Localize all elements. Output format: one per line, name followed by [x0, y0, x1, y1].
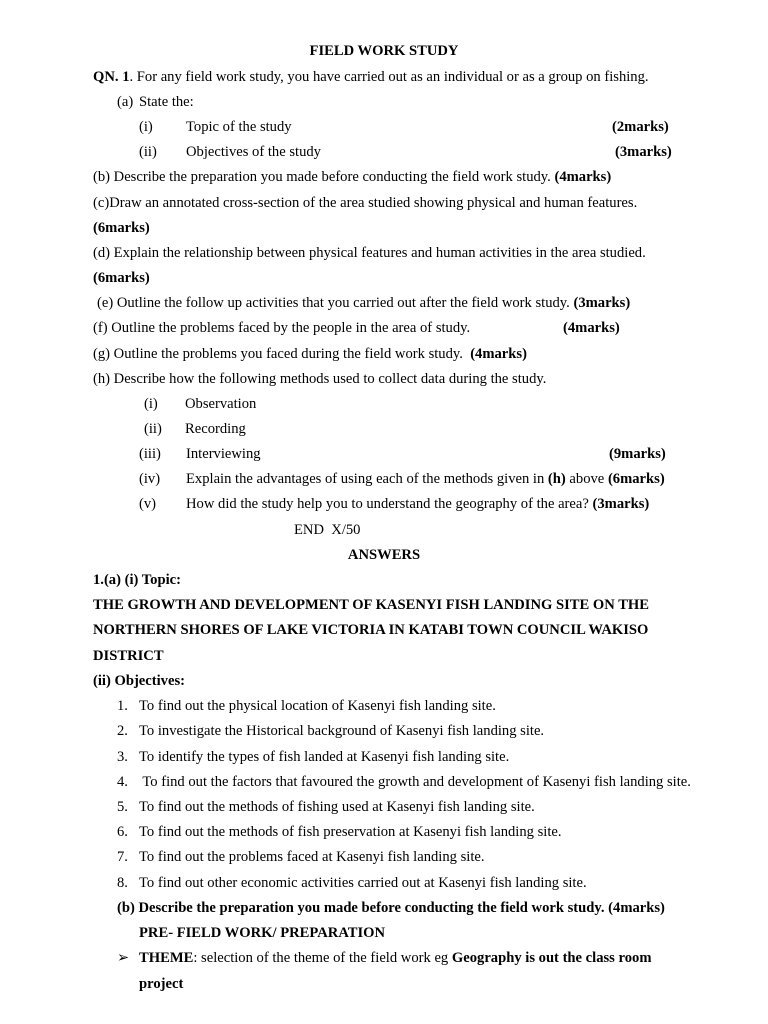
- question-h-text: (h) Describe how the following methods used to collect data during the study.: [93, 371, 547, 387]
- question-h-iv-num: (iv): [139, 471, 161, 487]
- answer-topic-line-2: NORTHERN SHORES OF LAKE VICTORIA IN KATABI TOWN COUNCIL WAKISO: [93, 622, 649, 638]
- question-h-v-marks: (3marks): [592, 496, 650, 512]
- question-a-ii-marks: (3marks): [615, 144, 672, 160]
- objective-num-5: 5.: [117, 799, 128, 815]
- question-h-ii-num: (ii): [144, 421, 162, 437]
- theme-label: THEME: [139, 950, 194, 966]
- question-g: [93, 344, 527, 364]
- question-h-iv-text-b: above: [569, 471, 605, 487]
- objective-num-2: 2.: [117, 723, 128, 739]
- question-h-iv: [186, 469, 665, 489]
- end-marker: END X/50: [294, 522, 361, 538]
- question-c-marks: (6marks): [93, 220, 150, 236]
- question-a-i-marks: (2marks): [612, 119, 669, 135]
- question-b-marks: (4marks): [554, 169, 612, 185]
- objective-num-1: 1.: [117, 698, 128, 714]
- question-g-marks: (4marks): [470, 346, 527, 362]
- answer-objectives-label: (ii) Objectives:: [93, 673, 185, 689]
- objective-text-2: To investigate the Historical background of Kasenyi fish landing site.: [139, 723, 545, 739]
- question-a-text: State the:: [139, 94, 194, 110]
- objective-text-7: To find out the problems faced at Kasenyi fish landing site.: [139, 849, 485, 865]
- document-title: FIELD WORK STUDY: [309, 43, 459, 59]
- question-c-text: (c)Draw an annotated cross-section of the area studied showing physical and human features.: [93, 195, 638, 211]
- objective-num-7: 7.: [117, 849, 128, 865]
- objective-text-6: To find out the methods of fish preservation at Kasenyi fish landing site.: [139, 824, 562, 840]
- objective-text-8: To find out other economic activities carried out at Kasenyi fish landing site.: [139, 875, 587, 891]
- question-label: QN. 1: [93, 69, 130, 85]
- question-e-marks: (3marks): [573, 295, 631, 311]
- objective-text-3: To identify the types of fish landed at Kasenyi fish landing site.: [139, 749, 510, 765]
- question-e-text: (e) Outline the follow up activities that you carried out after the field work study.: [97, 295, 570, 311]
- question-h-iv-marks: (6marks): [607, 471, 665, 487]
- answer-topic-label: 1.(a) (i) Topic:: [93, 572, 181, 588]
- objective-text-5: To find out the methods of fishing used at Kasenyi fish landing site.: [139, 799, 535, 815]
- question-d-marks: (6marks): [93, 270, 150, 286]
- question-intro: [93, 67, 649, 87]
- arrow-bullet-icon: ➢: [117, 950, 130, 966]
- question-b-text: (b) Describe the preparation you made before conducting the field work study.: [93, 169, 551, 185]
- theme-text: : selection of the theme of the field work eg: [193, 950, 452, 966]
- question-a-i-text: Topic of the study: [186, 119, 292, 135]
- question-f-text: (f) Outline the problems faced by the people in the area of study.: [93, 320, 471, 336]
- question-f-marks: (4marks): [563, 320, 620, 336]
- theme-line: [139, 948, 651, 968]
- question-a-label: (a): [117, 94, 134, 110]
- objective-text-1: To find out the physical location of Kasenyi fish landing site.: [139, 698, 496, 714]
- question-a-ii-text: Objectives of the study: [186, 144, 321, 160]
- pre-field-work-heading: PRE- FIELD WORK/ PREPARATION: [139, 925, 386, 941]
- question-h-iv-ref: (h): [547, 471, 566, 487]
- question-h-v: [186, 494, 649, 514]
- question-h-v-text: How did the study help you to understand the geography of the area?: [186, 496, 589, 512]
- theme-example-b: project: [139, 976, 184, 992]
- objective-text-4: To find out the factors that favoured the growth and development of Kasenyi fish landing site.: [139, 774, 691, 790]
- question-g-text: (g) Outline the problems you faced during the field work study.: [93, 346, 463, 362]
- answer-topic-line-1: THE GROWTH AND DEVELOPMENT OF KASENYI FISH LANDING SITE ON THE: [93, 597, 650, 613]
- question-h-v-num: (v): [139, 496, 157, 512]
- question-h-i-text: Observation: [185, 396, 257, 412]
- question-h-iii-num: (iii): [139, 446, 161, 462]
- question-e: [97, 293, 630, 313]
- answer-b-heading: (b) Describe the preparation you made before conducting the field work study. (4marks): [117, 900, 665, 916]
- question-h-i-num: (i): [144, 396, 158, 412]
- question-a-i-num: (i): [139, 119, 153, 135]
- answer-topic-line-3: DISTRICT: [93, 648, 164, 664]
- objective-num-8: 8.: [117, 875, 128, 891]
- question-a-ii-num: (ii): [139, 144, 157, 160]
- objective-num-4: 4.: [117, 774, 128, 790]
- question-text: . For any field work study, you have carried out as an individual or as a group on fishing.: [129, 69, 649, 85]
- question-h-iii-text: Interviewing: [186, 446, 261, 462]
- objective-num-6: 6.: [117, 824, 128, 840]
- theme-example-a: Geography is out the class room: [451, 950, 652, 966]
- question-b: [93, 167, 611, 187]
- objective-num-3: 3.: [117, 749, 128, 765]
- question-h-iv-text-a: Explain the advantages of using each of the methods given in: [186, 471, 545, 487]
- answers-heading: ANSWERS: [347, 547, 421, 563]
- question-h-ii-text: Recording: [185, 421, 246, 437]
- question-d-text: (d) Explain the relationship between physical features and human activities in the area studied.: [93, 245, 646, 261]
- question-h-iii-marks: (9marks): [609, 446, 666, 462]
